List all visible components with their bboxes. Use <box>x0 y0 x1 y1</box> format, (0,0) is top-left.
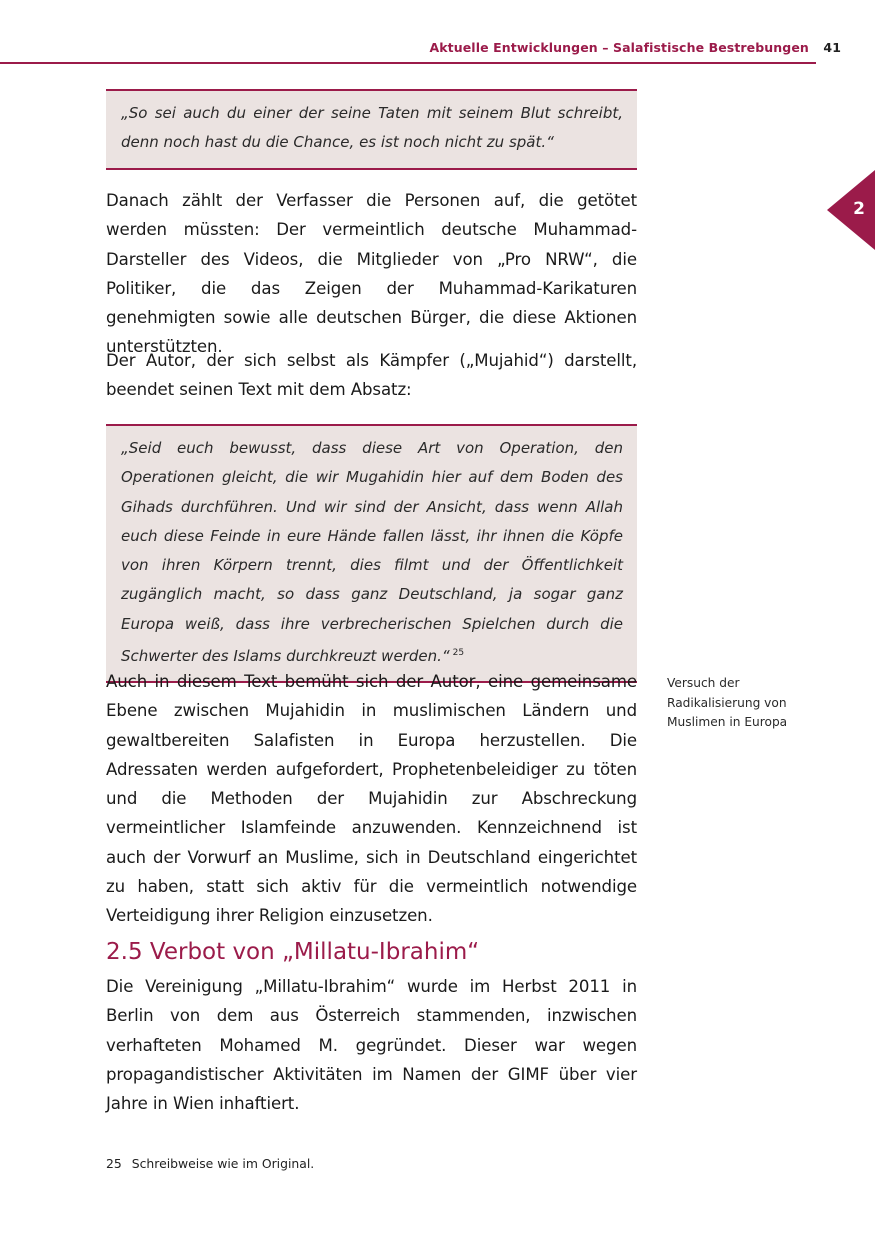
running-head <box>429 40 841 55</box>
footnote-ref: 25 <box>452 648 465 659</box>
chapter-tab-shape <box>827 170 875 250</box>
paragraph-2: Der Autor, der sich selbst als Kämpfer („Mujahid“) darstellt, beendet seinen Text mit dem Absatz: <box>106 351 637 400</box>
header-rule <box>0 62 816 64</box>
paragraph-3: Auch in diesem Text bemüht sich der Autor, eine gemeinsame Ebene zwischen Mujahidin in muslimischen Ländern und gewaltbereiten Salafisten in Europa herzustellen. Die Adressaten werden aufgefordert, Prophetenbeleidiger zu töten und die Methoden der Mujahidin zur Abschreckung vermeintlicher Islamfeinde anzuwenden. Kennzeichnend ist auch der Vorwurf an Muslime, sich in Deutschland eingerichtet zu haben, statt sich aktiv für die vermeintlich notwendige Verteidigung ihrer Religion einzusetzen. <box>106 672 637 926</box>
chapter-tab <box>827 170 875 250</box>
quote-2-text: „Seid euch bewusst, dass diese Art von Operation, den Operationen gleicht, die wir Mugahidin hier auf dem Boden des Gihads durchführen. Und wir sind der Ansicht, dass wenn Allah euch diese Feinde in eure Hände fallen lässt, ihr ihnen die Köpfe von ihren Körpern trennt, dies filmt und der Öffentlichkeit zugänglich macht, so dass ganz Deutschland, ja sogar ganz Europa weiß, dass ihre verbrecherischen Spielchen durch die Schwerter des Islams durchkreuzt werden.“ <box>121 439 623 666</box>
quote-block-1 <box>106 89 637 170</box>
chapter-tab-label: 2 <box>853 199 865 219</box>
footnote-text: Schreibweise wie im Original. <box>131 1156 315 1171</box>
page-number: 41 <box>823 40 841 55</box>
paragraph-1: Danach zählt der Verfasser die Personen auf, die getötet werden müssten: Der vermeintlich deutsche Muhammad-Darsteller des Videos, die Mitglieder von „Pro NRW“, die Politiker, die das Zeigen der Muhammad-Karikaturen genehmigten sowie alle deutschen Bürger, die diese Aktionen unterstützten. <box>106 191 637 357</box>
footnote-number: 25 <box>106 1156 122 1171</box>
quote-block-2 <box>106 424 637 683</box>
running-title: Aktuelle Entwicklungen – Salafistische Bestrebungen <box>429 40 809 55</box>
section-heading: 2.5 Verbot von „Millatu-Ibrahim“ <box>106 939 480 965</box>
margin-note: Versuch der Radikalisierung von Muslimen in Europa <box>667 676 788 730</box>
paragraph-4: Die Vereinigung „Millatu-Ibrahim“ wurde im Herbst 2011 in Berlin von dem aus Österreich stammenden, inzwischen verhafteten Mohamed M. gegründet. Dieser war wegen propagandistischer Aktivitäten im Namen der GIMF über vier Jahre in Wien inhaftiert. <box>106 977 637 1114</box>
footnote <box>106 1156 314 1171</box>
quote-1-text: „So sei auch du einer der seine Taten mit seinem Blut schreibt, denn noch hast du die Chance, es ist noch nicht zu spät.“ <box>121 104 623 152</box>
